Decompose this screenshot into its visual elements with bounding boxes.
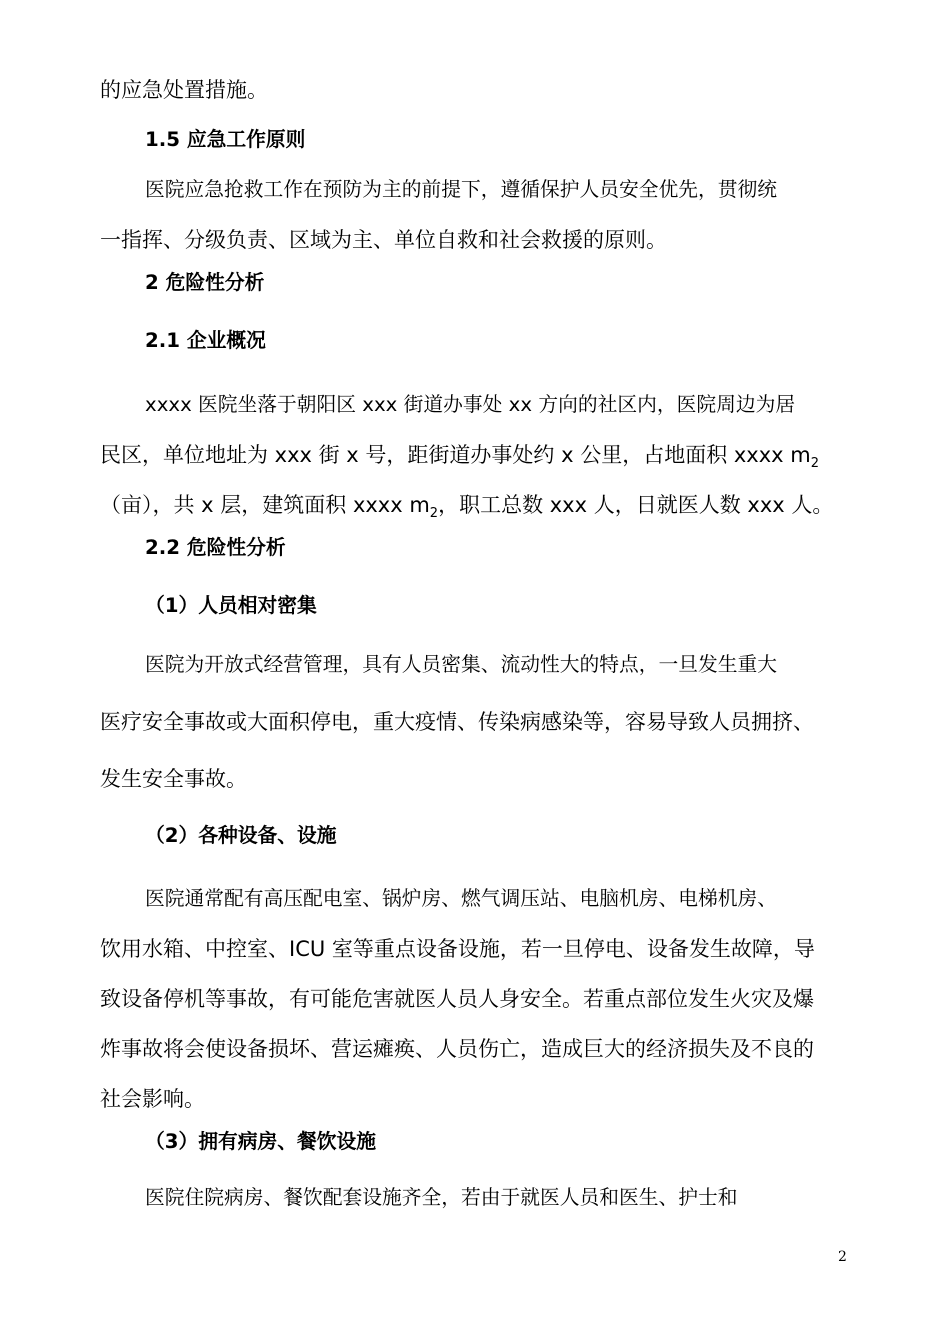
paragraph-line: 社会影响。 bbox=[100, 1087, 205, 1111]
line-text: （亩），共 x 层，建筑面积 xxxx m bbox=[100, 493, 430, 517]
subscript: 2 bbox=[810, 456, 819, 472]
subsection-heading-2: （2）各种设备、设施 bbox=[145, 824, 337, 847]
subsection-heading-3: （3）拥有病房、餐饮设施 bbox=[145, 1130, 376, 1153]
page-number: 2 bbox=[838, 1249, 847, 1265]
paragraph-line bbox=[100, 490, 856, 520]
section-heading-2-2: 2.2 危险性分析 bbox=[145, 536, 286, 559]
paragraph-line: 医疗安全事故或大面积停电，重大疫情、传染病感染等，容易导致人员拥挤、 bbox=[100, 710, 814, 734]
paragraph-line: 炸事故将会使设备损坏、营运瘫痪、人员伤亡，造成巨大的经济损失及不良的 bbox=[100, 1037, 814, 1061]
paragraph-line: 发生安全事故。 bbox=[100, 767, 247, 791]
paragraph-line: 饮用水箱、中控室、ICU 室等重点设备设施，若一旦停电、设备发生故障，导 bbox=[100, 937, 815, 961]
paragraph-line: 一指挥、分级负责、区域为主、单位自救和社会救援的原则。 bbox=[100, 228, 667, 252]
section-heading-2-1: 2.1 企业概况 bbox=[145, 329, 266, 352]
paragraph-line: 医院通常配有高压配电室、锅炉房、燃气调压站、电脑机房、电梯机房、 bbox=[145, 887, 778, 910]
subscript: 2 bbox=[429, 506, 439, 522]
line-text: ，职工总数 xxx 人，日就医人数 xxx 人。 bbox=[438, 493, 834, 517]
line-text: 民区，单位地址为 xxx 街 x 号，距街道办事处约 x 公里，占地面积 xxxx m bbox=[100, 443, 811, 467]
paragraph-line: 的应急处置措施。 bbox=[100, 78, 268, 102]
section-heading-2: 2 危险性分析 bbox=[145, 271, 265, 294]
subsection-heading-1: （1）人员相对密集 bbox=[145, 594, 317, 617]
paragraph-line: 医院应急抢救工作在预防为主的前提下，遵循保护人员安全优先，贯彻统 bbox=[145, 178, 778, 201]
paragraph-line: 医院为开放式经营管理，具有人员密集、流动性大的特点，一旦发生重大 bbox=[145, 653, 778, 676]
paragraph-line: xxxx 医院坐落于朝阳区 xxx 街道办事处 xx 方向的社区内，医院周边为居 bbox=[145, 393, 796, 416]
paragraph-line: 致设备停机等事故，有可能危害就医人员人身安全。若重点部位发生火灾及爆 bbox=[100, 987, 814, 1011]
paragraph-line bbox=[100, 440, 856, 470]
section-heading-1-5: 1.5 应急工作原则 bbox=[145, 128, 306, 151]
paragraph-line: 医院住院病房、餐饮配套设施齐全，若由于就医人员和医生、护士和 bbox=[145, 1186, 738, 1209]
